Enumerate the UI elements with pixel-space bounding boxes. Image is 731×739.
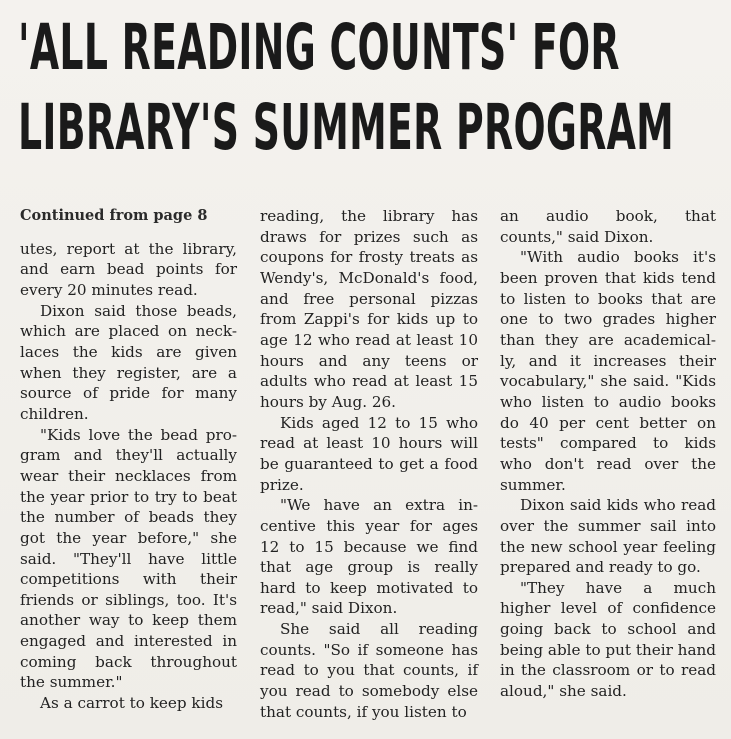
paragraph: As a carrot to keep kids — [40, 694, 224, 713]
paragraph: "With audio books it's been proven that kids tend to listen to books that are one to two grades higher than they are academical-ly, and it increases their vocabulary," she said. "Kids who listen to audio books do 40 per cent better on tests" compared to kids who don't read over the summer. — [500, 248, 716, 494]
article-column-1 — [20, 206, 237, 714]
paragraph: Dixon said kids who read over the summer sail into the new school year feeling prepared and ready to go. — [500, 496, 716, 577]
headline-line-1: 'ALL READING COUNTS' FOR — [18, 11, 620, 84]
paragraph: Kids aged 12 to 15 who read at least 10 hours will be guaranteed to get a food prize. — [260, 413, 478, 494]
paragraph: an audio book, that counts," said Dixon. — [500, 207, 716, 246]
paragraph: utes, report at the library, and earn bead points for every 20 minutes read. — [20, 239, 237, 299]
paragraph: "Kids love the bead pro-gram and they'll actually wear their necklaces from the year prior to try to beat the number of beads they got the year before," she said. "They'll have little competitions with their friends or siblings, too. It's another way to keep them engaged and interested in coming back throughout the summer." — [20, 425, 237, 692]
paragraph: "We have an extra in-centive this year for ages 12 to 15 because we find that age group is really hard to keep motivated to read," said Dixon. — [260, 496, 478, 618]
paragraph: She said all reading counts. "So if someone has read to you that counts, if you read to somebody else that counts, if you listen to — [260, 620, 478, 721]
headline — [18, 11, 675, 164]
paragraph: Dixon said those beads, which are placed on neck-laces the kids are given when they register, are a source of pride for many children. — [20, 301, 237, 423]
paragraph: reading, the library has draws for prizes such as coupons for frosty treats as Wendy's, McDonald's food, and free personal pizzas from Zappi's for kids up to age 12 who read at least 10 hours and any teens or adults who read at least 15 hours by Aug. 26. — [260, 207, 478, 411]
paragraph: "They have a much higher level of confidence going back to school and being able to put their hand in the classroom or to read aloud," she said. — [500, 578, 717, 701]
article-column-3 — [500, 206, 716, 702]
headline-line-2: LIBRARY'S SUMMER PROGRAM — [18, 91, 675, 164]
article-column-2 — [260, 206, 478, 722]
continued-from-label: Continued from page 8 — [20, 207, 208, 224]
